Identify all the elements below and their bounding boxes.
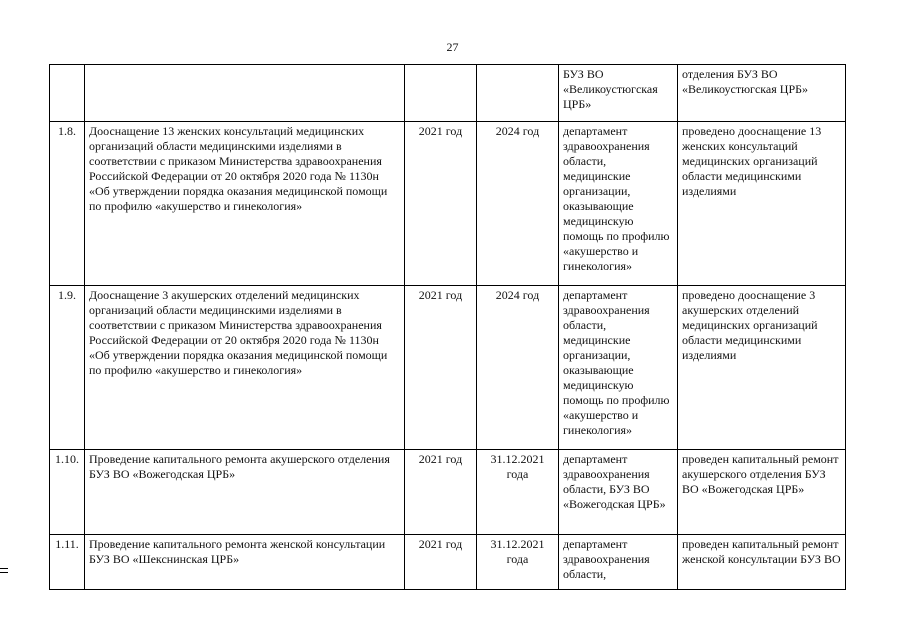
table-row bbox=[50, 450, 846, 535]
result-cell: отделения БУЗ ВО «Великоустюгская ЦРБ» bbox=[678, 65, 846, 122]
start-cell: 2021 год bbox=[405, 122, 477, 286]
start-cell: 2021 год bbox=[405, 450, 477, 535]
start-cell bbox=[405, 65, 477, 122]
activity-cell: Дооснащение 3 акушерских отделений медицинских организаций области медицинскими изделиями в соответствии с приказом Министерства здравоохранения Российской Федерации от 20 октября 2020 года № 1130н «Об утверждении порядка оказания медицинской помощи по профилю «акушерство и гинекология» bbox=[85, 286, 405, 450]
margin-mark bbox=[0, 568, 8, 569]
end-cell: 2024 год bbox=[477, 286, 559, 450]
activity-cell: Проведение капитального ремонта акушерского отделения БУЗ ВО «Вожегодская ЦРБ» bbox=[85, 450, 405, 535]
responsible-cell: департамент здравоохранения области, медицинские организации, оказывающие медицинскую помощь по профилю «акушерство и гинекология» bbox=[559, 286, 678, 450]
row-number: 1.9. bbox=[50, 286, 85, 450]
row-number: 1.11. bbox=[50, 535, 85, 590]
result-cell: проведено дооснащение 13 женских консультаций медицинских организаций области медицинскими изделиями bbox=[678, 122, 846, 286]
row-number: 1.8. bbox=[50, 122, 85, 286]
table-row bbox=[50, 122, 846, 286]
result-cell: проведено дооснащение 3 акушерских отделений медицинских организаций области медицинскими изделиями bbox=[678, 286, 846, 450]
result-cell: проведен капитальный ремонт женской консультации БУЗ ВО bbox=[678, 535, 846, 590]
activities-table bbox=[49, 64, 846, 590]
start-cell: 2021 год bbox=[405, 286, 477, 450]
activity-cell bbox=[85, 65, 405, 122]
responsible-cell: департамент здравоохранения области, bbox=[559, 535, 678, 590]
margin-mark bbox=[0, 572, 8, 573]
row-number bbox=[50, 65, 85, 122]
table-row bbox=[50, 65, 846, 122]
table-row bbox=[50, 286, 846, 450]
activity-cell: Дооснащение 13 женских консультаций медицинских организаций области медицинскими изделиями в соответствии с приказом Министерства здравоохранения Российской Федерации от 20 октября 2020 года № 1130н «Об утверждении порядка оказания медицинской помощи по профилю «акушерство и гинекология» bbox=[85, 122, 405, 286]
end-cell: 31.12.2021 года bbox=[477, 535, 559, 590]
end-cell: 31.12.2021 года bbox=[477, 450, 559, 535]
activities-table-container bbox=[49, 64, 846, 590]
responsible-cell: БУЗ ВО «Великоустюгская ЦРБ» bbox=[559, 65, 678, 122]
responsible-cell: департамент здравоохранения области, БУЗ ВО «Вожегодская ЦРБ» bbox=[559, 450, 678, 535]
page-number: 27 bbox=[446, 40, 459, 54]
start-cell: 2021 год bbox=[405, 535, 477, 590]
row-number: 1.10. bbox=[50, 450, 85, 535]
activity-cell: Проведение капитального ремонта женской консультации БУЗ ВО «Шекснинская ЦРБ» bbox=[85, 535, 405, 590]
margin-marks bbox=[0, 568, 8, 576]
responsible-cell: департамент здравоохранения области, медицинские организации, оказывающие медицинскую помощь по профилю «акушерство и гинекология» bbox=[559, 122, 678, 286]
table-row bbox=[50, 535, 846, 590]
end-cell: 2024 год bbox=[477, 122, 559, 286]
end-cell bbox=[477, 65, 559, 122]
result-cell: проведен капитальный ремонт акушерского отделения БУЗ ВО «Вожегодская ЦРБ» bbox=[678, 450, 846, 535]
